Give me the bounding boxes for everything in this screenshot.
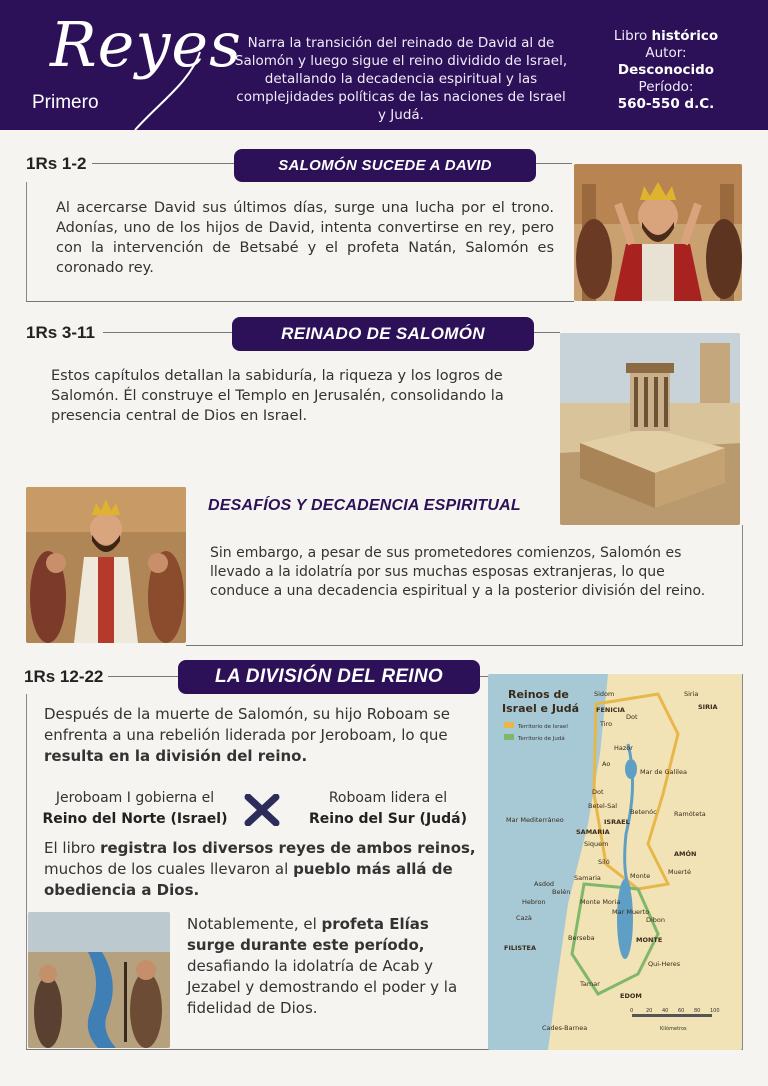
elijah-image	[28, 912, 170, 1048]
section1-reference: 1Rs 1-2	[26, 154, 87, 173]
scale-tick-label: 20	[646, 1008, 653, 1014]
map-place-label: Cazà	[516, 914, 532, 922]
map-place-label: Hebron	[522, 898, 546, 906]
section3-frame-right	[742, 674, 743, 1050]
kingdoms-map	[488, 674, 742, 1050]
map-place-label: Samaria	[574, 874, 601, 882]
kings-paragraph	[44, 838, 476, 901]
solomon-crowned-illustration	[574, 164, 742, 301]
map-place-label: Siria	[684, 690, 699, 698]
kings-c: muchos de los cuales llevaron al	[44, 860, 294, 878]
legend-israel: Territorio de Israel	[518, 724, 568, 730]
map-place-label: SIRIA	[698, 703, 718, 711]
book-subtitle: Primero	[32, 92, 99, 113]
section3-title-pill: LA DIVISIÓN DEL REINO	[178, 660, 480, 694]
map-place-label: Siquem	[584, 840, 609, 848]
division-intro-bold: resulta en la división del reino.	[44, 747, 308, 765]
header-banner	[0, 0, 768, 130]
author-value: Desconocido	[617, 62, 715, 78]
map-title-line1: Reinos de	[508, 688, 569, 701]
map-place-label: Sidom	[594, 690, 615, 698]
map-place-label: Asdod	[534, 880, 555, 888]
map-place-label: MONTE	[636, 936, 663, 944]
kings-a: El libro	[44, 839, 101, 857]
map-place-label: EDOM	[620, 992, 642, 1000]
section1-line-right	[536, 163, 572, 164]
solomon-wives-illustration	[26, 487, 186, 643]
map-place-label: Cades-Barnea	[542, 1024, 588, 1032]
map-place-label: Tamar	[580, 980, 600, 988]
coronation-image	[574, 164, 742, 301]
map-place-label: Betenóc	[630, 808, 657, 816]
south-kingdom-line2: Reino del Sur (Judá)	[309, 811, 467, 827]
wives-image	[26, 487, 186, 643]
elijah-paragraph	[187, 914, 477, 1019]
map-place-label: Ao	[602, 760, 611, 768]
map-place-label: Siló	[598, 858, 610, 866]
scale-tick-label: 40	[662, 1008, 669, 1014]
division-intro-text: Después de la muerte de Salomón, su hijo Roboam se enfrenta a una rebelión liderada por Jeroboam, lo que	[44, 705, 450, 744]
elijah-a: Notablemente, el	[187, 915, 322, 933]
map-place-label: SAMARIA	[576, 828, 610, 836]
legend-israel-swatch	[504, 722, 514, 728]
section2-title-pill: REINADO DE SALOMÓN	[232, 317, 534, 351]
map-dead-sea	[617, 879, 633, 959]
south-kingdom-line1: Roboam lidera el	[328, 790, 448, 806]
map-place-label: Muerté	[668, 868, 691, 876]
scale-tick-label: 80	[694, 1008, 701, 1014]
map-place-label: Tiro	[600, 720, 613, 728]
kings-b: registra los diversos reyes de ambos reinos,	[100, 839, 476, 857]
cross-x-icon	[244, 794, 280, 826]
map-place-label: Qui-Heres	[648, 960, 681, 968]
legend-juda: Territorio de Judá	[518, 736, 565, 742]
legend-juda-swatch	[504, 734, 514, 740]
map-place-label: Mar Muerto	[612, 908, 650, 916]
map-place-label: Monte	[630, 872, 651, 880]
map-place-label: Mar Mediterráneo	[506, 816, 564, 824]
section1-line	[92, 163, 234, 164]
kings-d: pueblo más allá de obediencia a Dios.	[44, 860, 453, 899]
map-place-label: Mar de Galilea	[640, 768, 687, 776]
map-place-label: AMÓN	[674, 850, 697, 858]
temple-illustration	[560, 333, 740, 525]
section2-line	[103, 332, 232, 333]
map-title-line2: Israel e Judá	[502, 702, 580, 715]
map-place-label: FILISTEA	[504, 944, 537, 952]
scale-tick-label: 0	[630, 1008, 634, 1014]
map-image	[488, 674, 742, 1050]
section1-title-pill: SALOMÓN SUCEDE A DAVID	[234, 149, 536, 182]
period-value: 560-550 d.C.	[617, 96, 715, 112]
map-place-label: FENICIA	[596, 706, 625, 714]
map-place-label: Ramóteta	[674, 810, 706, 818]
section2-frame-right	[742, 525, 743, 646]
map-place-label: Dot	[592, 788, 604, 796]
map-place-label: Berseba	[568, 934, 595, 942]
section3-frame-left	[26, 694, 27, 1050]
book-type-value: histórico	[651, 28, 719, 44]
scale-tick-label: 100	[710, 1008, 720, 1014]
north-kingdom-line2: Reino del Norte (Israel)	[42, 811, 228, 827]
section3-reference: 1Rs 12-22	[24, 667, 104, 686]
map-place-label: Betel-Sal	[588, 802, 618, 810]
section2-subtext: Sin embargo, a pesar de sus prometedores comienzos, Salomón es llevado a la idolatría por sus muchas esposas extranjeras, lo que conduce a una decadencia espiritual y a la posterior división del reino.	[210, 545, 706, 599]
section3-line-right	[480, 676, 488, 677]
map-place-label: Monte Moria	[580, 898, 621, 906]
map-place-label: Dibon	[646, 916, 666, 924]
section1-frame-left	[26, 182, 27, 302]
section1-text: Al acercarse David sus últimos días, surge una lucha por el trono. Adonías, uno de los hijos de David, intenta convertirse en rey, pero con la intervención de Betsabé y el profeta Natán, Salomón es coronado rey.	[56, 200, 554, 276]
book-info	[586, 28, 746, 113]
section2-line-right	[534, 332, 560, 333]
map-place-label: Belén	[552, 888, 571, 896]
elijah-illustration	[28, 912, 170, 1048]
map-place-label: Dot	[626, 713, 638, 721]
section2-subtitle: DESAFÍOS Y DECADENCIA ESPIRITUAL	[208, 497, 521, 514]
svg-text:Kilómetros: Kilómetros	[660, 1026, 687, 1032]
book-description: Narra la transición del reinado de David al de Salomón y luego sigue el reino dividido de Israel, detallando la decadencia espiritual y las complejidades políticas de las naciones de Israel y Judá.	[234, 35, 568, 123]
north-kingdom-block	[40, 788, 230, 830]
scale-tick-label: 60	[678, 1008, 685, 1014]
map-place-label: Hazor	[614, 744, 633, 752]
elijah-c: desafiando la idolatría de Acab y Jezabel y demostrando el poder y la fidelidad de Dios.	[187, 957, 458, 1017]
map-sea-of-galilee	[625, 759, 637, 779]
section1-frame-bottom	[26, 301, 574, 302]
map-place-label: ISRAEL	[604, 818, 630, 826]
north-kingdom-line1: Jeroboam I gobierna el	[55, 790, 215, 806]
elijah-b: profeta Elías surge durante este período,	[187, 915, 429, 954]
book-title: Reyes	[50, 8, 242, 81]
south-kingdom-block	[294, 788, 482, 830]
temple-image	[560, 333, 740, 525]
book-type-label: Libro	[613, 28, 652, 44]
section3-line	[108, 676, 178, 677]
division-intro	[44, 704, 472, 767]
section2-reference: 1Rs 3-11	[26, 323, 95, 342]
section2-frame-bottom	[186, 645, 743, 646]
author-label: Autor:	[645, 45, 687, 61]
section2-text: Estos capítulos detallan la sabiduría, la riqueza y los logros de Salomón. Él construye el Templo en Jerusalén, consolidando la presencia central de Dios en Israel.	[51, 368, 504, 424]
period-label: Período:	[638, 79, 694, 95]
